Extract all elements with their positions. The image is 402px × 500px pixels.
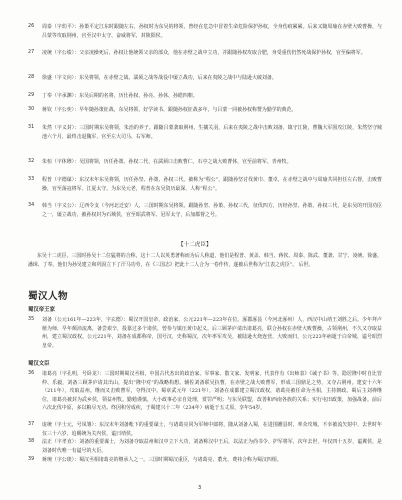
entry-text: 蒋琬（字公琰）：蜀汉丞相诸葛亮的继承人之一。三国时期蜀汉重臣，与诸葛亮、董允、费祎合称为蜀汉四相。 [42, 457, 282, 463]
entry-number: 29 [28, 93, 35, 98]
subsection-heading-rulers: 蜀汉帝王家 [28, 307, 55, 313]
list-item [28, 92, 382, 101]
entry-number: 33 [28, 177, 35, 182]
list-item [28, 421, 382, 438]
entry-number: 30 [28, 107, 35, 112]
entry-number: 36 [28, 371, 35, 376]
entry-number: 35 [28, 317, 35, 322]
entry-text: 周泰（字幼平）：孙策平定江东时跟随左右，孙权时为东吴的将领，曾经在危急中冒着生命危险保护孙权，全身伤痕累累。后来又随周瑜在赤壁大败曹操，与吕蒙等攻取荆州，官至汉中太守、奋威将军，封陵阳侯。 [42, 24, 382, 39]
entry-number: 38 [28, 439, 35, 444]
entry-text: 刘备（公元161年—223年，字玄德）：蜀汉开国皇帝，政治家，公元221年—223年在位。涿郡涿县（今河北涿州）人，西汉中山靖王刘胜之后。少年拜卢植为师，早年颠沛流离，备尝艰辛，投靠过多个诸侯，曾参与镇压黄巾起义。后三顾茅庐请出诸葛亮，联合孙权在赤壁大败曹操，占领荆州，不久又夺取益州，建立蜀汉政权。公元221年，刘备在成都称帝，国号汉，史称蜀汉，次年率军攻吴，被陆逊火烧连营，大败而归，公元223年病逝于白帝城，谥号昭烈皇帝。 [42, 317, 382, 349]
list-item [28, 106, 382, 115]
entry-text: 法正（字孝直）：刘备的重要谋士，为刘备夺取益州和汉中立下大功，刘备称汉中王后，以法正为尚书令、护军将军，次年去世，年仅四十五岁，谥翼侯，是刘备时代唯一有谥号的大臣。 [42, 439, 382, 454]
page-number: 3 [198, 485, 202, 491]
section-title: 蜀汉人物 [28, 291, 69, 302]
list-item [28, 74, 382, 83]
entry-number: 37 [28, 422, 35, 427]
entry-text: 朱然（字义封）：三国时期东吴将领，朱治的养子。跟随吕蒙袭取荆州，生擒关羽，后来在夷陵之战中击败刘备，镇守江陵，曹魏大军围攻江陵，朱然坚守城池六个月，最终击退魏军，官至左大司马、右军师。 [42, 125, 382, 140]
bracket-paragraph: 东吴十二虎臣，三国时孙吴十二位猛将的合称，这十二人以英勇著称而为后人称道，他们是程普、黄盖、韩当、蒋钦、周泰、陈武、董袭、甘宁、凌统、徐盛、潘璋、丁奉。他们为孙吴建立和巩固立下了汗马功劳，在《三国志》把此十二人合为一卷作传，遂被后世称为“江表之虎臣”。 后世。 [28, 253, 382, 268]
list-item [28, 158, 382, 167]
list-item [28, 202, 382, 219]
list-item [28, 176, 382, 193]
entry-text: 丁奉（字承渊）：东吴后期的名将，历仕孙权、孙亮、孙休、孙皓四朝。 [42, 93, 198, 99]
entry-number: 27 [28, 50, 35, 55]
entry-text: 程普（字德谋）：东汉末年东吴将领，历任孙坚、孙策、孙权三代，被称为“程公”，跟随孙坚讨伐黄巾、董卓，在赤壁之战中与周瑜共同担任左右督，击败曹操，官至荡寇将军、江夏太守。为东吴元老，程普在东吴资历最深，人称“程公”。 [42, 177, 382, 192]
list-item [28, 370, 382, 413]
list-item [28, 49, 382, 58]
list-item [28, 124, 382, 141]
entry-number: 28 [28, 75, 35, 80]
entry-number: 31 [28, 125, 35, 130]
entry-text: 庞统（字士元，号凤雏）：东汉末年刘备帐下的重要谋士，与诸葛亮同为军师中郎将，随从刘备入蜀，在进围雒县时，率众攻城，不幸被流矢射中，去世时年仅三十六岁，追赐统为关内侯，谥曰靖侯。 [42, 422, 382, 437]
entry-text: 凌统（字公绩）：父亲凌操死后，孙权让他统领父亲的部众，他在赤壁之战中立功，并跟随孙权攻取合肥，身受重伤仍然死战保护孙权，官至偏将军。 [42, 50, 366, 56]
entry-number: 34 [28, 203, 35, 208]
entry-text: 蒋钦（字公奕）：早年随孙策征战，东吴将领，好学读书，跟随孙权征战多年，与吕蒙一同被孙权称赞为勤学的典范。 [42, 107, 297, 113]
bracket-heading: 【十二虎臣】 [178, 242, 212, 248]
list-item [28, 316, 382, 350]
entry-number: 26 [28, 24, 35, 29]
list-item [28, 456, 382, 465]
list-item [28, 23, 382, 40]
subsection-heading-civil: 蜀汉文臣 [28, 361, 50, 367]
entry-text: 徐盛（字文向）：东吴将领，在赤壁之战、濡须之战等战役中屡立战功，后来在夷陵之战中与陆逊大破刘备。 [42, 75, 277, 81]
entry-text: 朱桓（字休穆）：吴国将领，历任孙策、孙权二代，在濡须口击败曹仁，石亭之战大败曹休，官至前将军、青州牧。 [42, 159, 292, 165]
list-item [28, 438, 382, 455]
entry-number: 39 [28, 457, 35, 462]
entry-text: 韩当（字义公）：辽西令支（今河北迁安）人，三国时期东吴将领。跟随孙坚、孙策、孙权三代，征伐四方，历经孙坚、孙策、孙权三代，是东吴的开国功臣之一，屡立战功，被孙权封为石城侯，官至昭武将军、冠军太守，后加都督之号。 [42, 203, 382, 218]
entry-text: 诸葛亮（字孔明，号卧龙）：三国时期蜀汉丞相，中国古代杰出的政治家、军事家、散文家、发明家，代表作有《出师表》《诫子书》等。隐居隆中时自比管仲、乐毅，刘备三顾茅庐请其出山，提出“隆中对”的战略构想。辅佐刘备联吴抗曹，在赤壁之战大败曹军，形成三国鼎足之势，又夺占荆州。建安十六年（211年），攻取益州。继而又击败曹军，夺得汉中。蜀章武元年（221年），刘备在成都建立蜀汉政权，诸葛亮被任命为丞相，主持朝政。蜀后主刘禅继位，诸葛亮被封为武乡侯，领益州牧。勤勉谨慎，大小政事必亲自处理，赏罚严明；与东吴联盟，改善和西南各族的关系；实行屯田政策，加强战备。前后六次北伐中原，多以粮尽无功。终因积劳成疾，于蜀建兴十二年（234年）病逝于五丈原，享年54岁。 [42, 371, 382, 412]
entry-number: 32 [28, 159, 35, 164]
